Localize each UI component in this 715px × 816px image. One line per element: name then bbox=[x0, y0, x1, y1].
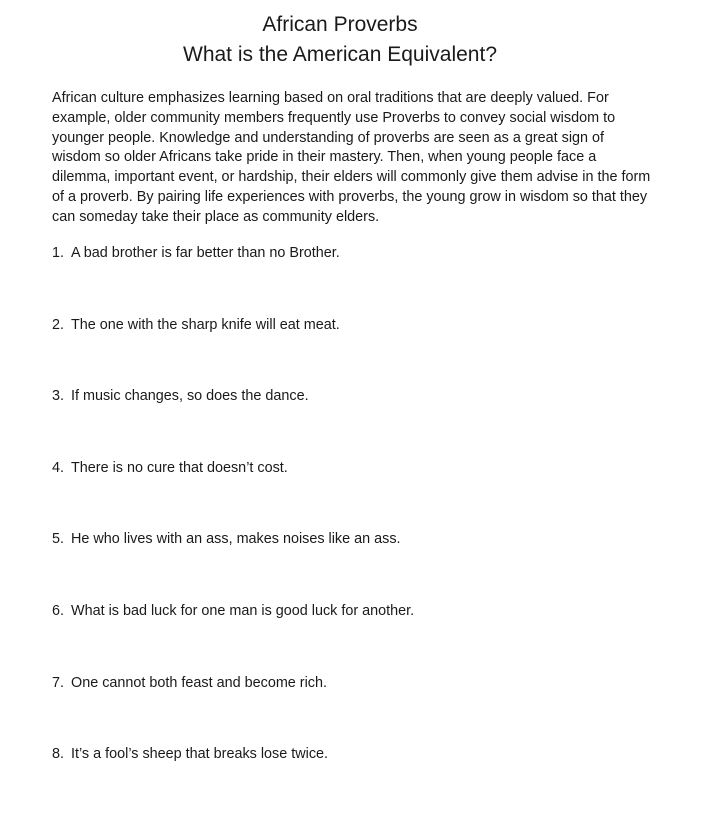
proverb-number: 7. bbox=[52, 674, 65, 691]
intro-paragraph: African culture emphasizes learning based on oral traditions that are deeply valued. For example, older community members frequently use Proverbs to convey social wisdom to younger people. Knowledge and understanding of proverbs are seen as a great sign of wisdom so older Africans take pride in their mastery. Then, when young people face a dilemma, important event, or hardship, their elders will commonly give them advise in the form of a proverb. By pairing life experiences with proverbs, the young grow in wisdom so that they can someday take their place as community elders. bbox=[52, 90, 651, 225]
proverb-text: It’s a fool’s sheep that breaks lose twice. bbox=[71, 746, 329, 763]
proverb-text: He who lives with an ass, makes noises like an ass. bbox=[71, 531, 401, 548]
proverb-number: 2. bbox=[52, 316, 65, 333]
proverb-text: What is bad luck for one man is good luck for another. bbox=[71, 602, 415, 619]
proverb-text: The one with the sharp knife will eat meat. bbox=[71, 316, 340, 333]
page-subtitle: What is the American Equivalent? bbox=[183, 43, 497, 66]
proverb-text: A bad brother is far better than no Brother. bbox=[71, 245, 340, 261]
proverb-item bbox=[52, 673, 414, 745]
proverb-item bbox=[52, 529, 414, 601]
proverb-number: 3. bbox=[52, 388, 65, 405]
proverb-item bbox=[52, 315, 414, 387]
proverb-item bbox=[52, 744, 414, 816]
proverb-text: There is no cure that doesn’t cost. bbox=[71, 459, 288, 476]
proverb-item bbox=[52, 458, 414, 530]
proverb-number: 5. bbox=[52, 531, 65, 548]
title-block bbox=[0, 10, 680, 70]
page-title: African Proverbs bbox=[262, 13, 418, 36]
proverb-number: 8. bbox=[52, 746, 65, 763]
proverb-item bbox=[52, 386, 414, 458]
proverb-text: One cannot both feast and become rich. bbox=[71, 674, 327, 691]
proverb-number: 1. bbox=[52, 245, 65, 261]
proverb-list bbox=[52, 243, 414, 816]
proverb-item bbox=[52, 243, 414, 315]
proverb-number: 6. bbox=[52, 602, 65, 619]
proverb-item bbox=[52, 601, 414, 673]
proverb-number: 4. bbox=[52, 459, 65, 476]
proverb-text: If music changes, so does the dance. bbox=[71, 388, 309, 405]
